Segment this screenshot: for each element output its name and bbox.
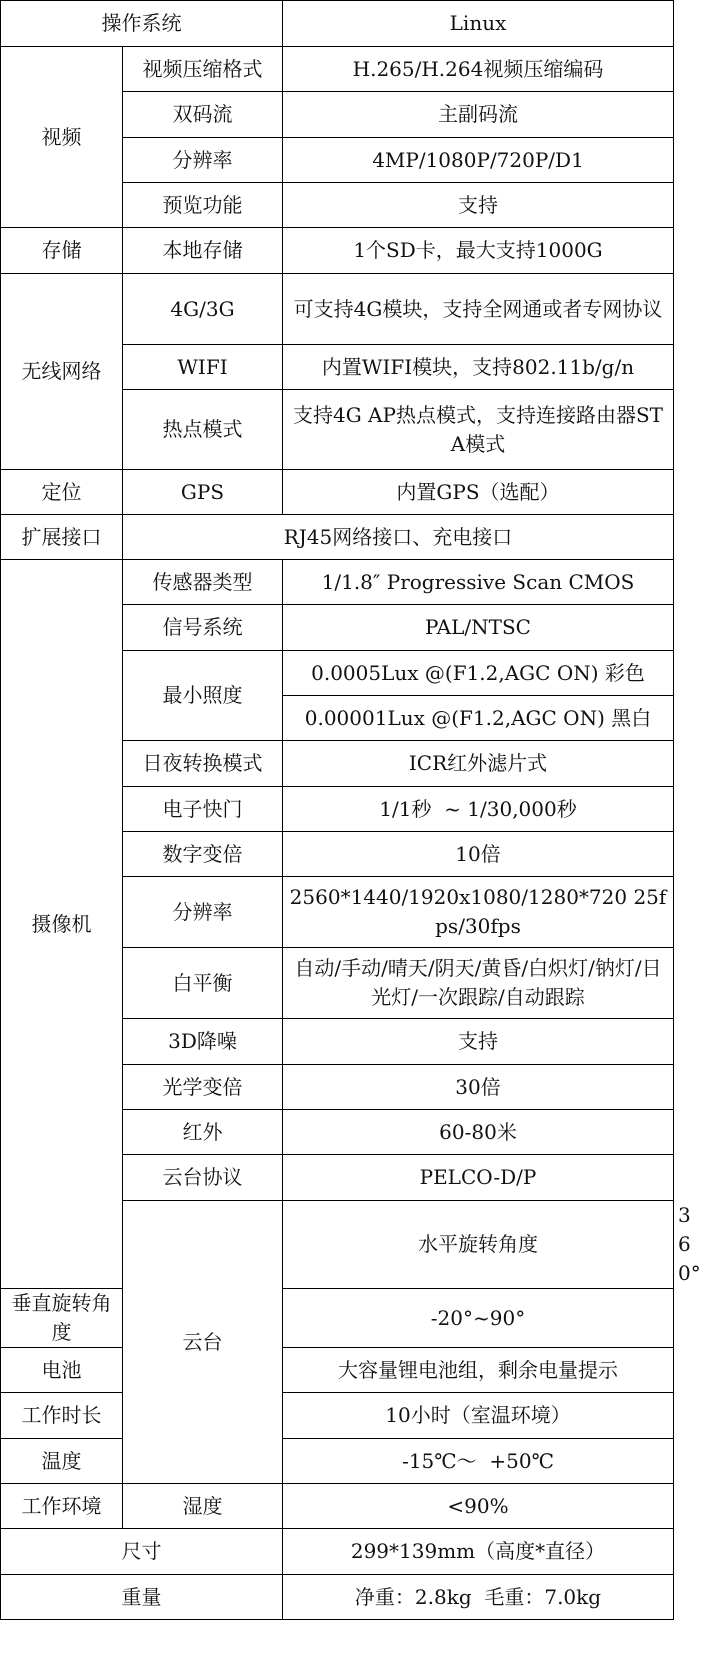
- temperature-label: 温度: [1, 1439, 123, 1484]
- pan-label: 水平旋转角度: [283, 1201, 674, 1289]
- signal-value: PAL/NTSC: [283, 605, 674, 651]
- white-balance-label: 白平衡: [123, 948, 283, 1019]
- table-row: [1, 47, 674, 92]
- table-row: 云台 水平旋转角度 360°: [1, 1201, 674, 1289]
- min-illum-bw-value: 0.00001Lux @(F1.2,AGC ON) 黑白: [283, 696, 674, 741]
- table-row: [1, 1393, 674, 1439]
- wireless-group-label: 无线网络: [1, 274, 123, 470]
- table-row: [1, 1439, 674, 1484]
- day-night-label: 日夜转换模式: [123, 741, 283, 787]
- table-row: [1, 515, 674, 560]
- table-row: [1, 274, 674, 345]
- tilt-value: -20°~90°: [283, 1289, 674, 1348]
- hotspot-value: 支持4G AP热点模式，支持连接路由器STA模式: [283, 390, 674, 470]
- ptz-group-label: 云台: [123, 1201, 283, 1484]
- optical-zoom-label: 光学变倍: [123, 1065, 283, 1110]
- table-row: [1, 228, 674, 274]
- digital-zoom-value: 10倍: [283, 832, 674, 877]
- ir-label: 红外: [123, 1110, 283, 1155]
- dual-stream-value: 主副码流: [283, 92, 674, 138]
- digital-zoom-label: 数字变倍: [123, 832, 283, 877]
- battery-label: 电池: [1, 1348, 123, 1393]
- table-row: [1, 1348, 674, 1393]
- camera-resolution-label: 分辨率: [123, 877, 283, 948]
- environment-group-label: 工作环境: [1, 1484, 123, 1529]
- table-row: [1, 1529, 674, 1575]
- temperature-value: -15℃～ +50℃: [283, 1439, 674, 1484]
- table-row: [1, 1575, 674, 1620]
- os-label: 操作系统: [1, 1, 283, 47]
- tilt-label: 垂直旋转角度: [1, 1289, 123, 1348]
- shutter-value: 1/1秒 ~ 1/30,000秒: [283, 787, 674, 832]
- positioning-group-label: 定位: [1, 470, 123, 515]
- video-compression-value: H.265/H.264视频压缩编码: [283, 47, 674, 92]
- wifi-value: 内置WIFI模块，支持802.11b/g/n: [283, 345, 674, 390]
- camera-group-label: 摄像机: [1, 560, 123, 1289]
- video-resolution-value: 4MP/1080P/720P/D1: [283, 138, 674, 183]
- 4g3g-label: 4G/3G: [123, 274, 283, 345]
- storage-group-label: 存储: [1, 228, 123, 274]
- sensor-label: 传感器类型: [123, 560, 283, 605]
- local-storage-value: 1个SD卡，最大支持1000G: [283, 228, 674, 274]
- table-row: [1, 1289, 674, 1348]
- runtime-label: 工作时长: [1, 1393, 123, 1439]
- preview-label: 预览功能: [123, 183, 283, 228]
- table-row: [1, 1, 674, 47]
- ptz-protocol-label: 云台协议: [123, 1155, 283, 1201]
- humidity-value: <90%: [283, 1484, 674, 1529]
- wifi-label: WIFI: [123, 345, 283, 390]
- hotspot-label: 热点模式: [123, 390, 283, 470]
- ir-value: 60-80米: [283, 1110, 674, 1155]
- white-balance-value: 自动/手动/晴天/阴天/黄昏/白炽灯/钠灯/日光灯/一次跟踪/自动跟踪: [283, 948, 674, 1019]
- day-night-value: ICR红外滤片式: [283, 741, 674, 787]
- ptz-protocol-value: PELCO-D/P: [283, 1155, 674, 1201]
- min-illum-label: 最小照度: [123, 651, 283, 741]
- table-row: [1, 1484, 674, 1529]
- battery-value: 大容量锂电池组，剩余电量提示: [283, 1348, 674, 1393]
- optical-zoom-value: 30倍: [283, 1065, 674, 1110]
- min-illum-color-value: 0.0005Lux @(F1.2,AGC ON) 彩色: [283, 651, 674, 696]
- expansion-label: 扩展接口: [1, 515, 123, 560]
- video-group-label: 视频: [1, 47, 123, 228]
- local-storage-label: 本地存储: [123, 228, 283, 274]
- 4g3g-value: 可支持4G模块，支持全网通或者专网协议: [283, 274, 674, 345]
- runtime-value: 10小时（室温环境）: [283, 1393, 674, 1439]
- signal-label: 信号系统: [123, 605, 283, 651]
- preview-value: 支持: [283, 183, 674, 228]
- humidity-label: 湿度: [123, 1484, 283, 1529]
- table-row: [1, 560, 674, 605]
- video-resolution-label: 分辨率: [123, 138, 283, 183]
- dimensions-value: 299*139mm（高度*直径）: [283, 1529, 674, 1575]
- expansion-value: RJ45网络接口、充电接口: [123, 515, 674, 560]
- dnr-value: 支持: [283, 1019, 674, 1065]
- weight-value: 净重：2.8kg 毛重：7.0kg: [283, 1575, 674, 1620]
- dnr-label: 3D降噪: [123, 1019, 283, 1065]
- shutter-label: 电子快门: [123, 787, 283, 832]
- table-row: [1, 470, 674, 515]
- weight-label: 重量: [1, 1575, 283, 1620]
- dimensions-label: 尺寸: [1, 1529, 283, 1575]
- dual-stream-label: 双码流: [123, 92, 283, 138]
- sensor-value: 1/1.8″ Progressive Scan CMOS: [283, 560, 674, 605]
- os-value: Linux: [283, 1, 674, 47]
- camera-resolution-value: 2560*1440/1920x1080/1280*720 25fps/30fps: [283, 877, 674, 948]
- gps-label: GPS: [123, 470, 283, 515]
- gps-value: 内置GPS（选配）: [283, 470, 674, 515]
- video-compression-label: 视频压缩格式: [123, 47, 283, 92]
